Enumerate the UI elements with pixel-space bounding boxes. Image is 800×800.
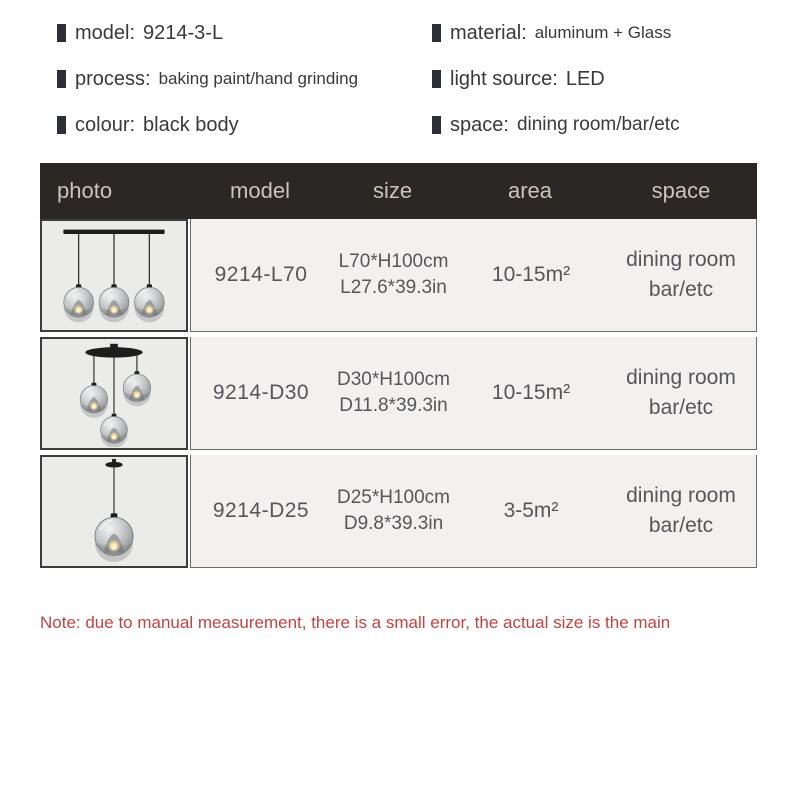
spec-label: light source: [450, 67, 558, 90]
area-cell: 3-5m² [503, 499, 559, 522]
bullet-icon [57, 116, 66, 134]
lamp-cluster-3-icon [43, 340, 185, 447]
table-header-row [40, 163, 757, 219]
header-cell-area: area [507, 178, 553, 203]
lamp-linear-3-icon [43, 222, 185, 329]
table-row [40, 455, 757, 568]
spec-value: dining room/bar/etc [516, 114, 680, 135]
spec-item-light-source [432, 66, 770, 92]
product-spec-table [40, 163, 757, 573]
spec-label: model: [75, 21, 136, 44]
area-cell: 10-15m² [491, 381, 571, 404]
size-cell [331, 249, 456, 301]
space-line2: bar/etc [648, 396, 714, 419]
photo-cell [40, 455, 188, 568]
header-cell-size: size [372, 178, 413, 203]
photo-cell [40, 337, 188, 450]
spec-value: baking paint/hand grinding [158, 69, 359, 88]
lamp-single-icon [43, 458, 185, 565]
header-cell-model: model [230, 178, 290, 203]
space-cell [606, 245, 756, 305]
spec-column-left [57, 20, 432, 158]
photo-cell [40, 219, 188, 332]
row-content [190, 455, 757, 568]
spec-label: space: [450, 113, 509, 136]
spec-item-colour [57, 112, 432, 138]
row-content [190, 219, 757, 332]
space-cell [606, 481, 756, 541]
space-cell [606, 363, 756, 423]
header-cell-photo: photo [57, 178, 113, 203]
space-line2: bar/etc [648, 514, 714, 537]
space-line1: dining room [626, 484, 736, 507]
size-cm: D30*H100cm [337, 369, 450, 390]
model-cell: 9214-L70 [214, 263, 308, 286]
table-row [40, 219, 757, 332]
size-in: L27.6*39.3in [340, 277, 447, 298]
model-cell: 9214-D25 [212, 499, 310, 522]
size-cell [331, 485, 456, 537]
size-cm: D25*H100cm [337, 487, 450, 508]
spec-value: aluminum + Glass [534, 23, 672, 42]
bullet-icon [57, 24, 66, 42]
bullet-icon [432, 70, 441, 88]
space-line1: dining room [626, 248, 736, 271]
measurement-note: Note: due to manual measurement, there is a small error, the actual size is the main [40, 613, 671, 632]
spec-item-material [432, 20, 770, 46]
space-line1: dining room [626, 366, 736, 389]
size-in: D11.8*39.3in [339, 395, 448, 416]
header-cell-space: space [651, 178, 711, 203]
row-content [190, 337, 757, 450]
spec-value: black body [143, 113, 239, 136]
spec-item-model [57, 20, 432, 46]
model-cell: 9214-D30 [212, 381, 310, 404]
spec-value: 9214-3-L [143, 21, 224, 44]
spec-item-space [432, 112, 770, 138]
size-cm: L70*H100cm [338, 251, 449, 272]
spec-label: colour: [75, 113, 136, 136]
spec-column-right [432, 20, 770, 158]
bullet-icon [57, 70, 66, 88]
size-in: D9.8*39.3in [343, 513, 444, 534]
space-line2: bar/etc [648, 278, 714, 301]
spec-label: material: [450, 21, 527, 44]
area-cell: 10-15m² [491, 263, 571, 286]
spec-value: LED [565, 67, 605, 90]
spec-item-process [57, 66, 432, 92]
table-row [40, 337, 757, 450]
spec-label: process: [75, 67, 151, 90]
bullet-icon [432, 116, 441, 134]
bullet-icon [432, 24, 441, 42]
spec-bullets-section [57, 20, 770, 158]
size-cell [331, 367, 456, 419]
